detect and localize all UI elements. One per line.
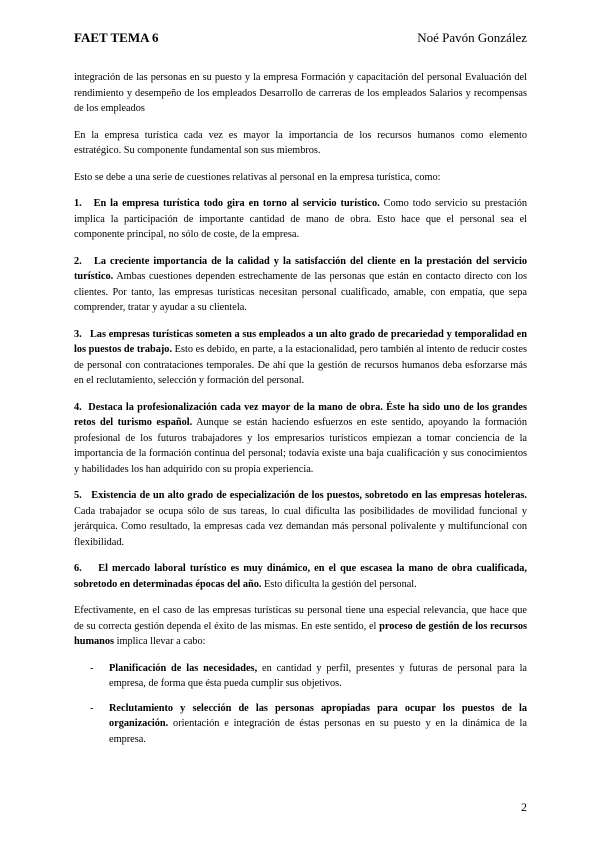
intro-paragraph: integración de las personas en su puesto y la empresa Formación y capacitación del personal Evaluación del rendimiento y desempeño de los empleados Desarrollo de carreras de los empleados Salarios y recompensas de los empleados <box>74 72 527 114</box>
dash-marker: - <box>90 702 94 714</box>
item-number: 3. <box>74 328 82 340</box>
item-text: Aunque se están haciendo esfuerzos en este sentido, apoyando la formación profesional de los futuros trabajadores y los empresarios turísticos empiezan a tomar conciencia de la importancia de la formación continua del personal; todavía existe una baja cualificación y sus conocimientos y habilidades los han adquirido con su propia experiencia. <box>74 417 527 475</box>
bullet-item-1 <box>74 661 527 692</box>
item-heading: La creciente importancia de la calidad y la satisfacción del cliente en la prestación del servicio turístico. <box>74 255 527 282</box>
page-header <box>74 30 527 46</box>
bullet-item-2 <box>74 701 527 748</box>
item-heading: En la empresa turística todo gira en torno al servicio turístico. <box>93 198 380 209</box>
item-text: Como todo servicio su prestación implica la participación de importante cantidad de mano de obra. Esto hace que el personal sea el componente principal, no sólo de coste, de la empresa. <box>74 198 527 240</box>
item-number: 1. <box>74 198 82 209</box>
list-item-5 <box>74 488 527 550</box>
bullet-heading: Reclutamiento y selección de las personas apropiadas para ocupar los puestos de la organización. <box>109 702 527 729</box>
closing-paragraph <box>74 603 527 650</box>
list-item-3 <box>74 327 527 389</box>
item-heading: Las empresas turísticas someten a sus empleados a un alto grado de precariedad y temporalidad en los puestos de trabajo. <box>74 328 527 355</box>
paragraph-1: En la empresa turística cada vez es mayor la importancia de los recursos humanos como elemento estratégico. Su componente fundamental son sus miembros. <box>74 129 527 156</box>
bullet-text: en cantidad y perfil, presentes y futuras de personal para la empresa, de forma que ésta pueda cumplir sus objetivos. <box>109 662 527 689</box>
item-text: Ambas cuestiones dependen estrechamente de las personas que están en contacto directo con los clientes. Por tanto, las empresas turísticas necesitan personal cualificado, amable, con empatía, que sepa comprender, tratar y ayudar a su clientela. <box>74 271 527 313</box>
item-number: 5. <box>74 490 82 501</box>
item-number: 2. <box>74 255 82 267</box>
page-content <box>74 70 527 756</box>
list-item-4 <box>74 400 527 478</box>
item-number: 4. <box>74 401 82 413</box>
dash-marker: - <box>90 662 94 674</box>
closing-bold: proceso de gestión de los recursos humanos <box>74 620 527 647</box>
author-name: Noé Pavón González <box>417 30 527 45</box>
bullet-list <box>74 661 527 748</box>
item-heading: El mercado laboral turístico es muy dinámico, en el que escasea la mano de obra cualificada, sobretodo en determinadas épocas del año. <box>74 563 528 590</box>
list-item-2 <box>74 254 527 316</box>
item-heading: Existencia de un alto grado de especialización de los puestos, sobretodo en las empresas hoteleras. <box>91 490 527 501</box>
item-text: Esto dificulta la gestión del personal. <box>261 578 417 590</box>
page-number: 2 <box>521 800 527 814</box>
paragraph-2: Esto se debe a una serie de cuestiones relativas al personal en la empresa turística, como: <box>74 171 441 183</box>
item-text: Esto es debido, en parte, a la estacionalidad, pero también al intento de reducir costes de personal con contrataciones temporales. De ahí que la gestión de recursos humanos deba esforzarse más en el reclutamiento, selección y formación del personal. <box>74 344 527 386</box>
document-title: FAET TEMA 6 <box>74 30 159 45</box>
closing-text-after: implica llevar a cabo: <box>114 636 206 647</box>
bullet-text: orientación e integración de éstas personas en su puesto y en la dinámica de la empresa. <box>109 718 527 745</box>
list-item-6 <box>74 561 527 592</box>
item-number: 6. <box>74 563 82 574</box>
closing-text-before: Efectivamente, en el caso de las empresas turísticas su personal tiene una especial relevancia, que hace que de su correcta gestión dependa el éxito de las mismas. En este sentido, el <box>74 605 527 632</box>
list-item-1 <box>74 196 527 243</box>
bullet-heading: Planificación de las necesidades, <box>109 662 258 674</box>
item-text: Cada trabajador se ocupa sólo de sus tareas, lo cual dificulta las posibilidades de movilidad funcional y jerárquica. Como resultado, la empresas cada vez demandan más personal polivalente y multifuncional con flexibilidad. <box>74 505 527 548</box>
item-heading: Destaca la profesionalización cada vez mayor de la mano de obra. Éste ha sido uno de los grandes retos del turismo español. <box>74 401 527 428</box>
